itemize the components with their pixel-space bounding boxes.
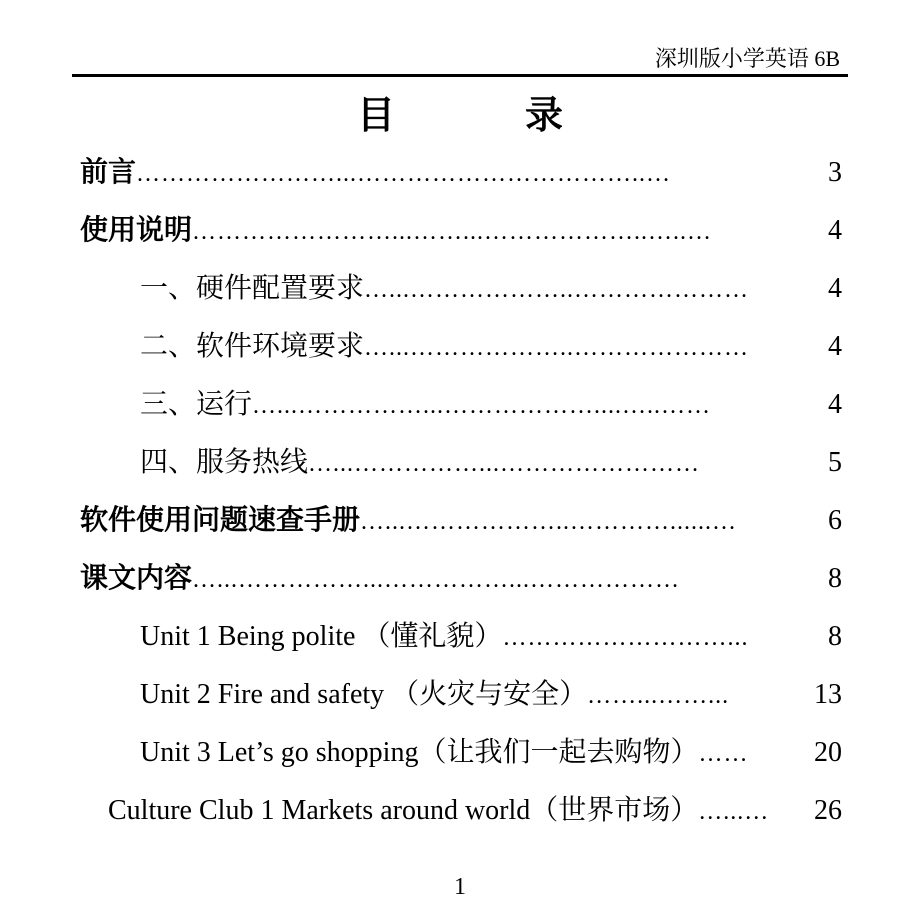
toc-leader-dots: ……………………...……………………………..… bbox=[136, 161, 672, 187]
toc-entry-label: Unit 2 Fire and safety （火灾与安全） bbox=[140, 679, 588, 710]
running-header: 深圳版小学英语 6B bbox=[654, 46, 840, 71]
toc-leader-dots: ……………………...……...………………..…..… bbox=[192, 219, 713, 245]
toc-leader-dots: …… bbox=[698, 741, 749, 767]
toc-entry-hotline bbox=[140, 445, 842, 481]
toc-title: 目录 bbox=[356, 95, 693, 137]
toc-entry-label: 二、软件环境要求 bbox=[140, 331, 365, 362]
toc-entry-page: 4 bbox=[828, 273, 842, 304]
toc-entry-page: 3 bbox=[828, 157, 842, 188]
toc-entry-label: 前言 bbox=[80, 157, 137, 188]
toc-entry-label: 软件使用问题速查手册 bbox=[80, 505, 361, 536]
toc-leader-dots: …...……………...………………....…..…… bbox=[252, 393, 712, 419]
toc-leader-dots: ………………………... bbox=[502, 625, 749, 651]
toc-entry-page: 13 bbox=[814, 679, 842, 710]
toc-leader-dots: …...………………..………………… bbox=[364, 335, 750, 361]
toc-leader-dots: …...……………...…………………… bbox=[308, 451, 701, 477]
header-rule bbox=[72, 74, 848, 77]
toc-entry-page: 26 bbox=[814, 795, 842, 826]
toc-entry-usage bbox=[80, 213, 842, 249]
toc-entry-faq bbox=[80, 503, 842, 539]
toc-entry-lessons bbox=[80, 561, 842, 597]
toc-leader-dots: …...………………..…………......… bbox=[360, 509, 738, 535]
toc-entry-page: 20 bbox=[814, 737, 842, 768]
toc-entry-label: 一、硬件配置要求 bbox=[140, 273, 365, 304]
toc-entry-page: 4 bbox=[828, 331, 842, 362]
toc-leader-dots: ……...……... bbox=[587, 683, 730, 709]
toc-entry-unit-3 bbox=[140, 735, 842, 771]
toc-entry-label: Unit 3 Let’s go shopping（让我们一起去购物） bbox=[140, 737, 699, 768]
toc-entry-label: Unit 1 Being polite （懂礼貌） bbox=[140, 621, 503, 652]
toc-entry-page: 4 bbox=[828, 389, 842, 420]
toc-entry-unit-1 bbox=[140, 619, 842, 655]
toc-entry-label: 使用说明 bbox=[80, 215, 193, 246]
toc-entry-run bbox=[140, 387, 842, 423]
toc-entry-label: 三、运行 bbox=[140, 389, 253, 420]
toc-leader-dots: …...……………...……………...……………… bbox=[192, 567, 681, 593]
toc-entry-hardware bbox=[140, 271, 842, 307]
toc-entry-preface bbox=[80, 155, 842, 191]
toc-entry-label: 四、服务热线 bbox=[140, 447, 309, 478]
toc-entry-page: 6 bbox=[828, 505, 842, 536]
toc-entry-page: 5 bbox=[828, 447, 842, 478]
toc-entry-page: 8 bbox=[828, 563, 842, 594]
toc-entry-unit-2 bbox=[140, 677, 842, 713]
page-number: 1 bbox=[454, 874, 466, 900]
toc-entry-label: 课文内容 bbox=[80, 563, 193, 594]
toc-leader-dots: …...………………..………………… bbox=[364, 277, 750, 303]
toc-entry-page: 8 bbox=[828, 621, 842, 652]
toc-leader-dots: …...… bbox=[698, 799, 770, 825]
toc-entry-label: Culture Club 1 Markets around world（世界市场） bbox=[108, 795, 699, 826]
toc-entry-software-env bbox=[140, 329, 842, 365]
toc-entry-culture-club-1 bbox=[108, 793, 842, 829]
toc-entry-page: 4 bbox=[828, 215, 842, 246]
